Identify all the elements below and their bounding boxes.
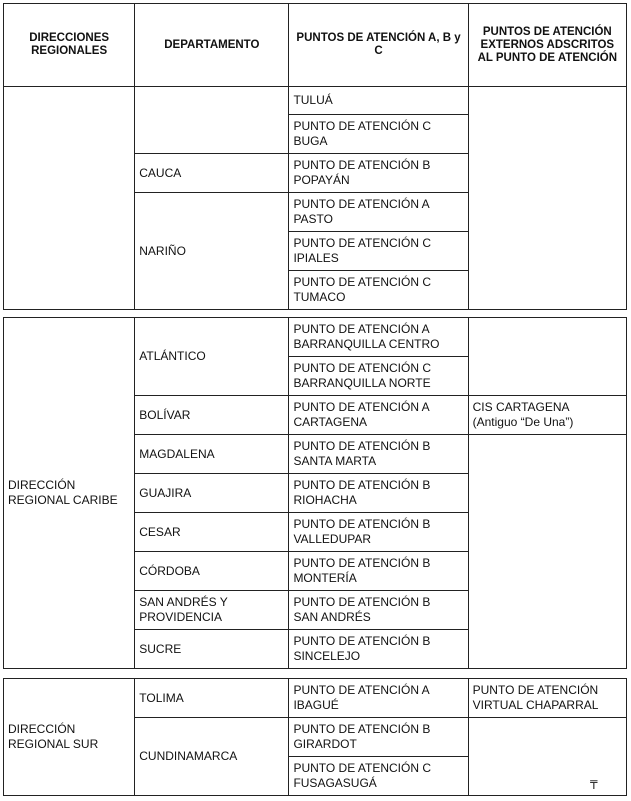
- department-cell: SUCRE: [135, 630, 289, 669]
- point-name: BARRANQUILLA CENTRO: [293, 337, 440, 351]
- department-cell: GUAJIRA: [135, 474, 289, 513]
- point-cell: [289, 193, 468, 232]
- external-cell-empty: [468, 318, 626, 396]
- point-type: PUNTO DE ATENCIÓN B: [293, 722, 431, 736]
- external-cell-empty: [468, 435, 626, 669]
- point-type: PUNTO DE ATENCIÓN A: [293, 683, 430, 697]
- point-name: RIOHACHA: [293, 493, 357, 507]
- external-point-name: PUNTO DE ATENCIÓN: [472, 683, 599, 697]
- regional-directory-table-sur: [3, 678, 627, 796]
- header-external-points: PUNTOS DE ATENCIÓN EXTERNOS ADSCRITOS AL PUNTO DE ATENCIÓN: [468, 4, 626, 87]
- external-cell-empty: [468, 718, 626, 796]
- point-cell: [289, 474, 468, 513]
- point-type: PUNTO DE ATENCIÓN B: [293, 634, 431, 648]
- department-cell: NARIÑO: [135, 193, 289, 310]
- point-cell: [289, 115, 468, 154]
- external-cell: [468, 396, 626, 435]
- external-cell-empty: [468, 87, 626, 310]
- header-regions: DIRECCIONES REGIONALES: [4, 4, 135, 87]
- point-type: PUNTO DE ATENCIÓN B: [293, 595, 431, 609]
- external-point-note: (Antiguo “De Una”): [472, 415, 574, 429]
- regional-directory-table: [3, 3, 627, 310]
- department-cell: MAGDALENA: [135, 435, 289, 474]
- point-type: PUNTO DE ATENCIÓN C: [293, 236, 432, 250]
- header-points: PUNTOS DE ATENCIÓN A, B y C: [289, 4, 468, 87]
- point-type: PUNTO DE ATENCIÓN C: [293, 119, 432, 133]
- point-name: SAN ANDRÉS: [293, 610, 371, 624]
- point-type: PUNTO DE ATENCIÓN A: [293, 197, 430, 211]
- point-name: PASTO: [293, 212, 334, 226]
- table-row: [4, 318, 627, 357]
- external-point-note: VIRTUAL CHAPARRAL: [472, 698, 599, 712]
- point-type: PUNTO DE ATENCIÓN B: [293, 556, 431, 570]
- point-type: PUNTO DE ATENCIÓN B: [293, 517, 431, 531]
- department-cell: CUNDINAMARCA: [135, 718, 289, 796]
- point-type: PUNTO DE ATENCIÓN C: [293, 361, 432, 375]
- point-name: SANTA MARTA: [293, 454, 377, 468]
- point-cell: [289, 757, 468, 796]
- point-type: PUNTO DE ATENCIÓN C: [293, 275, 432, 289]
- region-cell-caribe: DIRECCIÓN REGIONAL CARIBE: [4, 318, 135, 669]
- table-row: [4, 679, 627, 718]
- point-name: CARTAGENA: [293, 415, 368, 429]
- point-name: FUSAGASUGÁ: [293, 776, 377, 790]
- point-type: PUNTO DE ATENCIÓN A: [293, 400, 430, 414]
- point-cell: [289, 679, 468, 718]
- external-cell: [468, 679, 626, 718]
- point-type: PUNTO DE ATENCIÓN B: [293, 439, 431, 453]
- point-name: SINCELEJO: [293, 649, 361, 663]
- department-cell: SAN ANDRÉS Y PROVIDENCIA: [135, 591, 289, 630]
- table-row: [4, 87, 627, 115]
- point-type: PUNTO DE ATENCIÓN B: [293, 158, 431, 172]
- department-cell: BOLÍVAR: [135, 396, 289, 435]
- point-cell: [289, 271, 468, 310]
- region-cell-sur: DIRECCIÓN REGIONAL SUR: [4, 679, 135, 796]
- department-cell: CÓRDOBA: [135, 552, 289, 591]
- external-point-name: CIS CARTAGENA: [472, 400, 570, 414]
- point-name: IPIALES: [293, 251, 339, 265]
- point-name: IBAGUÉ: [293, 698, 339, 712]
- point-cell: [289, 154, 468, 193]
- point-type: PUNTO DE ATENCIÓN C: [293, 761, 432, 775]
- point-cell: [289, 232, 468, 271]
- department-cell: ATLÁNTICO: [135, 318, 289, 396]
- point-cell: [289, 591, 468, 630]
- header-department: DEPARTAMENTO: [135, 4, 289, 87]
- header-row: [4, 4, 627, 87]
- point-name: BUGA: [293, 134, 328, 148]
- point-name: BARRANQUILLA NORTE: [293, 376, 431, 390]
- point-cell: [289, 513, 468, 552]
- point-name: POPAYÁN: [293, 173, 350, 187]
- point-cell: [289, 87, 468, 115]
- point-cell: [289, 718, 468, 757]
- point-cell: [289, 435, 468, 474]
- point-type: PUNTO DE ATENCIÓN B: [293, 478, 431, 492]
- point-name: TUMACO: [293, 290, 346, 304]
- point-name: GIRARDOT: [293, 737, 357, 751]
- point-cell: [289, 357, 468, 396]
- department-cell: CAUCA: [135, 154, 289, 193]
- region-cell-continued: [4, 87, 135, 310]
- department-cell: CESAR: [135, 513, 289, 552]
- point-cell: [289, 318, 468, 357]
- department-cell: TOLIMA: [135, 679, 289, 718]
- point-cell: [289, 552, 468, 591]
- point-name: MONTERÍA: [293, 571, 357, 585]
- point-name: TULUÁ: [293, 93, 333, 107]
- point-type: PUNTO DE ATENCIÓN A: [293, 322, 430, 336]
- department-cell-continued: [135, 87, 289, 154]
- page-mark: ₸: [590, 778, 598, 792]
- point-cell: [289, 396, 468, 435]
- point-cell: [289, 630, 468, 669]
- point-name: VALLEDUPAR: [293, 532, 372, 546]
- regional-directory-table-caribe-sur: [3, 317, 627, 669]
